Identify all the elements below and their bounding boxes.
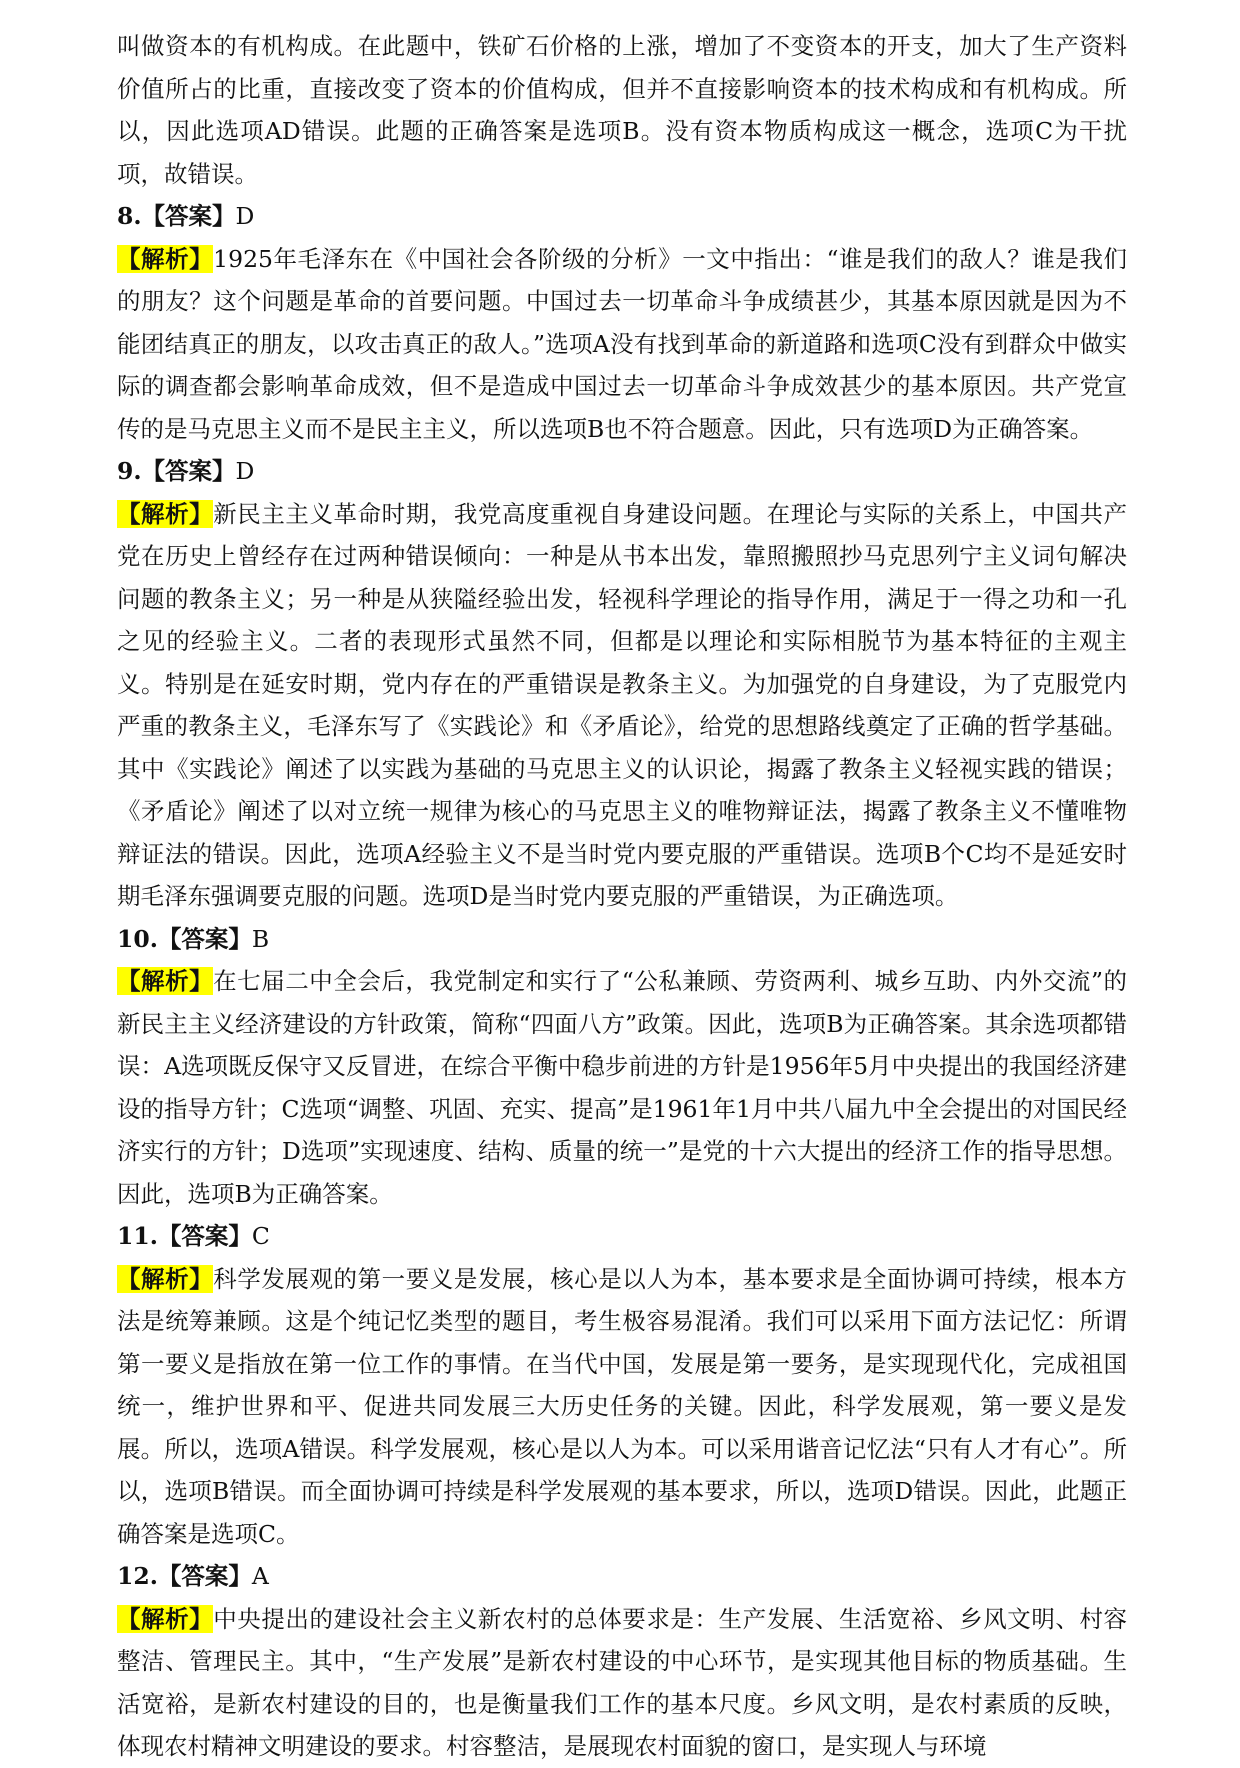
document-page [117, 25, 1127, 1768]
analysis-paragraph [117, 1258, 1127, 1556]
analysis-label: 【解析】 [117, 1264, 214, 1293]
question-number: 10. [117, 924, 158, 953]
answer-value: C [251, 1222, 270, 1250]
answer-value: B [251, 924, 270, 953]
intro-paragraph: 叫做资本的有机构成。在此题中，铁矿石价格的上涨，增加了不变资本的开支，加大了生产资料价值所占的比重，直接改变了资本的价值构成，但并不直接影响资本的技术构成和有机构成。所以，因此选项AD错误。此题的正确答案是选项B。没有资本物质构成这一概念，选项C为干扰项，故错误。 [117, 32, 1127, 188]
question-item-11 [117, 1215, 1127, 1555]
answer-label: 【答案】 [157, 1562, 252, 1590]
question-item-9 [117, 450, 1127, 918]
analysis-text: 科学发展观的第一要义是发展，核心是以人为本，基本要求是全面协调可持续，根本方法是统筹兼顾。这是个纯记忆类型的题目，考生极容易混淆。我们可以采用下面方法记忆：所谓第一要义是指放在第一位工作的事情。在当代中国，发展是第一要务，是实现现代化，完成祖国统一，维护世界和平、促进共同发展三大历史任务的关键。因此，科学发展观，第一要义是发展。所以，选项A错误。科学发展观，核心是以人为本。可以采用谐音记忆法“只有人才有心”。所以，选项B错误。而全面协调可持续是科学发展观的基本要求，所以，选项D错误。因此，此题正确答案是选项C。 [117, 1264, 1128, 1548]
answer-line [117, 195, 1127, 238]
question-item-10 [117, 918, 1127, 1216]
analysis-label: 【解析】 [117, 1604, 214, 1633]
answer-line [117, 918, 1127, 961]
question-number: 12. [117, 1562, 158, 1590]
question-item-12 [117, 1555, 1127, 1768]
analysis-text: 在七届二中全会后，我党制定和实行了“公私兼顾、劳资两利、城乡互助、内外交流”的新民主主义经济建设的方针政策，简称“四面八方”政策。因此，选项B为正确答案。其余选项都错误：A选项既反保守又反冒进，在综合平衡中稳步前进的方针是1956年5月中央提出的我国经济建设的指导方针；C选项“调整、巩固、充实、提高”是1961年1月中共八届九中全会提出的对国民经济实行的方针；D选项”实现速度、结构、质量的统一”是党的十六大提出的经济工作的指导思想。因此，选项B为正确答案。 [117, 967, 1127, 1208]
analysis-paragraph [117, 1598, 1127, 1768]
answer-line [117, 450, 1127, 493]
answer-value: D [235, 202, 255, 230]
analysis-label: 【解析】 [117, 244, 214, 273]
answer-label: 【答案】 [157, 1222, 252, 1250]
analysis-label: 【解析】 [117, 967, 214, 995]
analysis-label: 【解析】 [117, 499, 214, 528]
answer-label: 【答案】 [141, 457, 236, 485]
question-number: 8. [117, 202, 142, 230]
analysis-paragraph [117, 960, 1127, 1215]
answer-line [117, 1215, 1127, 1258]
analysis-text: 新民主主义革命时期，我党高度重视自身建设问题。在理论与实际的关系上，中国共产党在历史上曾经存在过两种错误倾向：一种是从书本出发，靠照搬照抄马克思列宁主义词句解决问题的教条主义；另一种是从狭隘经验出发，轻视科学理论的指导作用，满足于一得之功和一孔之见的经验主义。二者的表现形式虽然不同，但都是以理论和实际相脱节为基本特征的主观主义。特别是在延安时期，党内存在的严重错误是教条主义。为加强党的自身建设，为了克服党内严重的教条主义，毛泽东写了《实践论》和《矛盾论》，给党的思想路线奠定了正确的哲学基础。其中《实践论》阐述了以实践为基础的马克思主义的认识论，揭露了教条主义轻视实践的错误；《矛盾论》阐述了以对立统一规律为核心的马克思主义的唯物辩证法，揭露了教条主义不懂唯物辩证法的错误。因此，选项A经验主义不是当时党内要克服的严重错误。选项B个C均不是延安时期毛泽东强调要克服的问题。选项D是当时党内要克服的严重错误，为正确选项。 [117, 499, 1128, 910]
analysis-paragraph [117, 493, 1127, 918]
analysis-text: 中央提出的建设社会主义新农村的总体要求是：生产发展、生活宽裕、乡风文明、村容整洁、管理民主。其中，“生产发展”是新农村建设的中心环节，是实现其他目标的物质基础。生活宽裕，是新农村建设的目的，也是衡量我们工作的基本尺度。乡风文明，是农村素质的反映，体现农村精神文明建设的要求。村容整洁，是展现农村面貌的窗口，是实现人与环境 [117, 1604, 1128, 1760]
analysis-paragraph [117, 238, 1127, 451]
answer-value: D [235, 457, 255, 485]
question-item-8 [117, 195, 1127, 450]
answer-line [117, 1555, 1127, 1598]
analysis-text: 1925年毛泽东在《中国社会各阶级的分析》一文中指出：“谁是我们的敌人？谁是我们的朋友？这个问题是革命的首要问题。中国过去一切革命斗争成绩甚少，其基本原因就是因为不能团结真正的朋友，以攻击真正的敌人。”选项A没有找到革命的新道路和选项C没有到群众中做实际的调查都会影响革命成效，但不是造成中国过去一切革命斗争成效甚少的基本原因。共产党宣传的是马克思主义而不是民主主义，所以选项B也不符合题意。因此，只有选项D为正确答案。 [117, 244, 1127, 443]
question-number: 9. [117, 457, 142, 485]
answer-label: 【答案】 [157, 924, 252, 953]
answer-label: 【答案】 [141, 202, 236, 230]
question-number: 11. [117, 1222, 158, 1250]
answer-value: A [251, 1562, 269, 1590]
